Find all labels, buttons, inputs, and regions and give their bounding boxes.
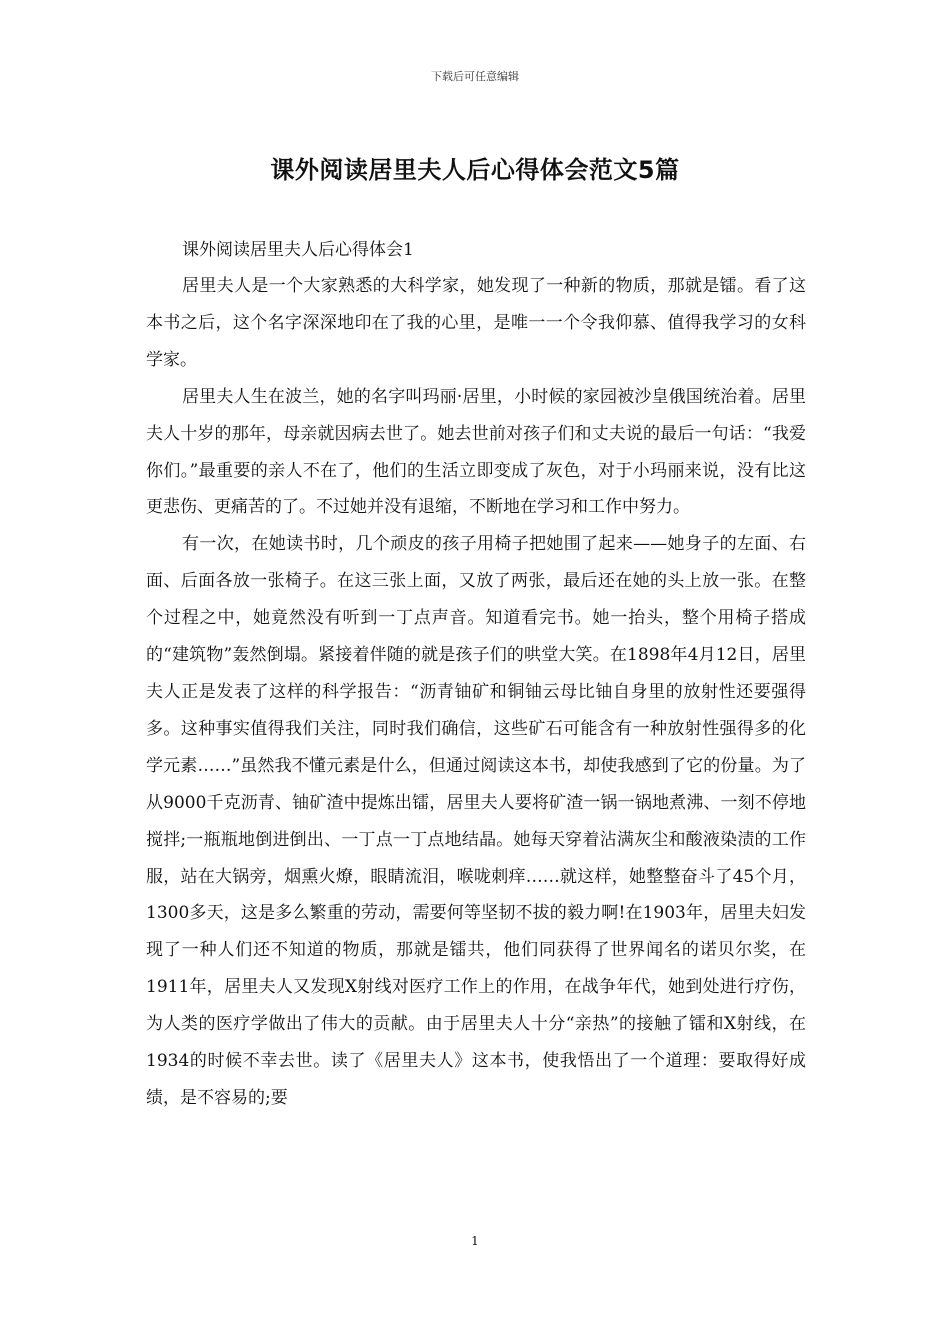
paragraph-1: 居里夫人是一个大家熟悉的大科学家，她发现了一种新的物质，那就是镭。看了这本书之后，这个名字深深地印在了我的心里，是唯一一个令我仰慕、值得我学习的女科学家。 [146, 276, 806, 370]
header-note: 下载后可任意编辑 [431, 70, 519, 83]
paragraph-3: 有一次，在她读书时，几个顽皮的孩子用椅子把她围了起来——她身子的左面、右面、后面各放一张椅子。在这三张上面，又放了两张，最后还在她的头上放一张。在整个过程之中，她竟然没有听到一丁点声音。知道看完书。她一抬头，整个用椅子搭成的“建筑物”轰然倒塌。紧接着伴随的就是孩子们的哄堂大笑。在1898年4月12日，居里夫人正是发表了这样的科学报告：“沥青铀矿和铜铀云母比铀自身里的放射性还要强得多。这种事实值得我们关注，同时我们确信，这些矿石可能含有一种放射性强得多的化学元素……”虽然我不懂元素是什么，但通过阅读这本书，却使我感到了它的份量。为了从9000千克沥青、铀矿渣中提炼出镭，居里夫人要将矿渣一锅一锅地煮沸、一刻不停地搅拌;一瓶瓶地倒进倒出、一丁点一丁点地结晶。她每天穿着沾满灰尘和酸液染渍的工作服，站在大锅旁，烟熏火燎，眼睛流泪，喉咙刺痒……就这样，她整整奋斗了45个月，1300多天，这是多么繁重的劳动，需要何等坚韧不拔的毅力啊!在1903年，居里夫妇发现了一种人们还不知道的物质，那就是镭共，他们同获得了世界闻名的诺贝尔奖，在1911年，居里夫人又发现X射线对医疗工作上的作用，在战争年代，她到处进行疗伤，为人类的医疗学做出了伟大的贡献。由于居里夫人十分“亲热”的接触了镭和X射线，在1934的时候不幸去世。读了《居里夫人》这本书，使我悟出了一个道理：要取得好成绩，是不容易的;要 [146, 534, 806, 1108]
document-title: 课外阅读居里夫人后心得体会范文5篇 [270, 156, 680, 184]
section-subtitle: 课外阅读居里夫人后心得体会1 [182, 240, 414, 260]
page-number: 1 [471, 1234, 479, 1248]
document-body [146, 232, 806, 1117]
paragraph-2: 居里夫人生在波兰，她的名字叫玛丽·居里，小时候的家园被沙皇俄国统治着。居里夫人十岁的那年，母亲就因病去世了。她去世前对孩子们和丈夫说的最后一句话：“我爱你们。”最重要的亲人不在了，他们的生活立即变成了灰色，对于小玛丽来说，没有比这更悲伤、更痛苦的了。不过她并没有退缩，不断地在学习和工作中努力。 [146, 386, 806, 518]
